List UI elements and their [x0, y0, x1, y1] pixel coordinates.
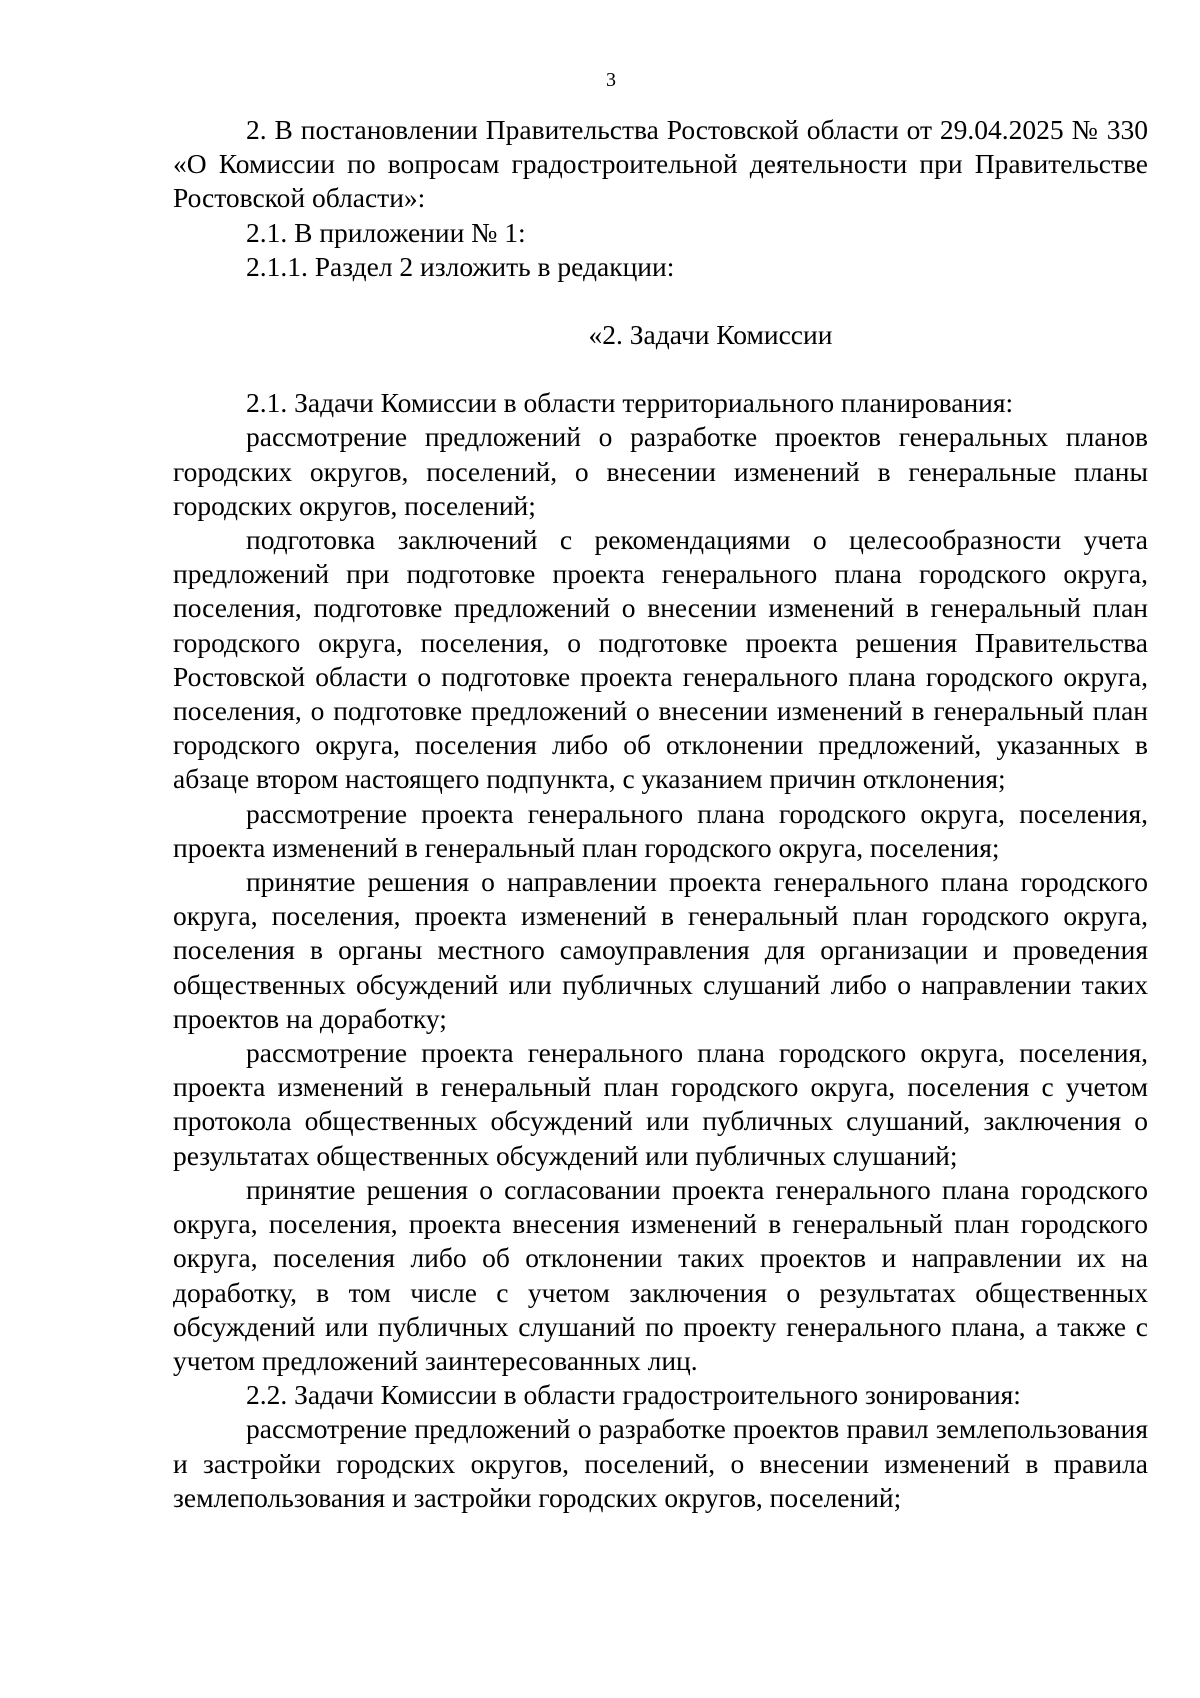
section-2-1-item: рассмотрение предложений о разработке проектов генеральных планов городских округов, поселений, о внесении изменений в генеральные планы городских округов, поселений;: [173, 421, 1148, 521]
section-2-1-item: рассмотрение проекта генерального плана городского округа, поселения, проекта изменений в генеральный план городского округа, поселения с учетом протокола общественных обсуждений или публичных слушаний, заключения о результатах общественных обсуждений или публичных слушаний;: [173, 1037, 1148, 1171]
section-2-1-item: подготовка заключений с рекомендациями о целесообразности учета предложений при подготовке проекта генерального плана городского округа, поселения, подготовке предложений о внесении изменений в генеральный план городского округа, поселения, о подготовке проекта решения Правительства Ростовской области о подготовке проекта генерального плана городского округа, поселения, о подготовке предложений о внесении изменений в генеральный план городского округа, поселения либо об отклонении предложений, указанных в абзаце втором настоящего подпункта, с указанием причин отклонения;: [173, 524, 1148, 795]
section-2-2-title: 2.2. Задачи Комиссии в области градостроительного зонирования:: [246, 1379, 1021, 1411]
section-2-1-item: рассмотрение проекта генерального плана городского округа, поселения, проекта изменений в генеральный план городского округа, поселения;: [173, 797, 1148, 863]
paragraph-amendment-intro: 2. В постановлении Правительства Ростовской области от 29.04.2025 № 330 «О Комиссии по вопросам градостроительной деятельности при Правительстве Ростовской области»:: [173, 114, 1148, 214]
paragraph-appendix-ref: 2.1. В приложении № 1:: [246, 216, 526, 248]
document-body: [173, 113, 1148, 1515]
section-2-1-title: 2.1. Задачи Комиссии в области территориального планирования:: [246, 387, 1014, 419]
section-heading: [173, 318, 1148, 352]
section-heading-text: «2. Задачи Комиссии: [588, 319, 833, 351]
section-2-1-item: принятие решения о направлении проекта генерального плана городского округа, поселения, проекта изменений в генеральный план городского округа, поселения в органы местного самоуправления для организации и проведения общественных обсуждений или публичных слушаний либо о направлении таких проектов на доработку;: [173, 866, 1148, 1034]
section-2-1-item: принятие решения о согласовании проекта генерального плана городского округа, поселения, проекта внесения изменений в генеральный план городского округа, поселения либо об отклонении таких проектов и направлении их на доработку, в том числе с учетом заключения о результатах общественных обсуждений или публичных слушаний по проекту генерального плана, а также с учетом предложений заинтересованных лиц.: [173, 1173, 1148, 1376]
page-number: 3: [606, 69, 616, 91]
section-2-2-item: рассмотрение предложений о разработке проектов правил землепользования и застройки городских округов, поселений, о внесении изменений в правила землепользования и застройки городских округов, поселений;: [173, 1413, 1148, 1513]
paragraph-section-replace: 2.1.1. Раздел 2 изложить в редакции:: [246, 250, 675, 282]
